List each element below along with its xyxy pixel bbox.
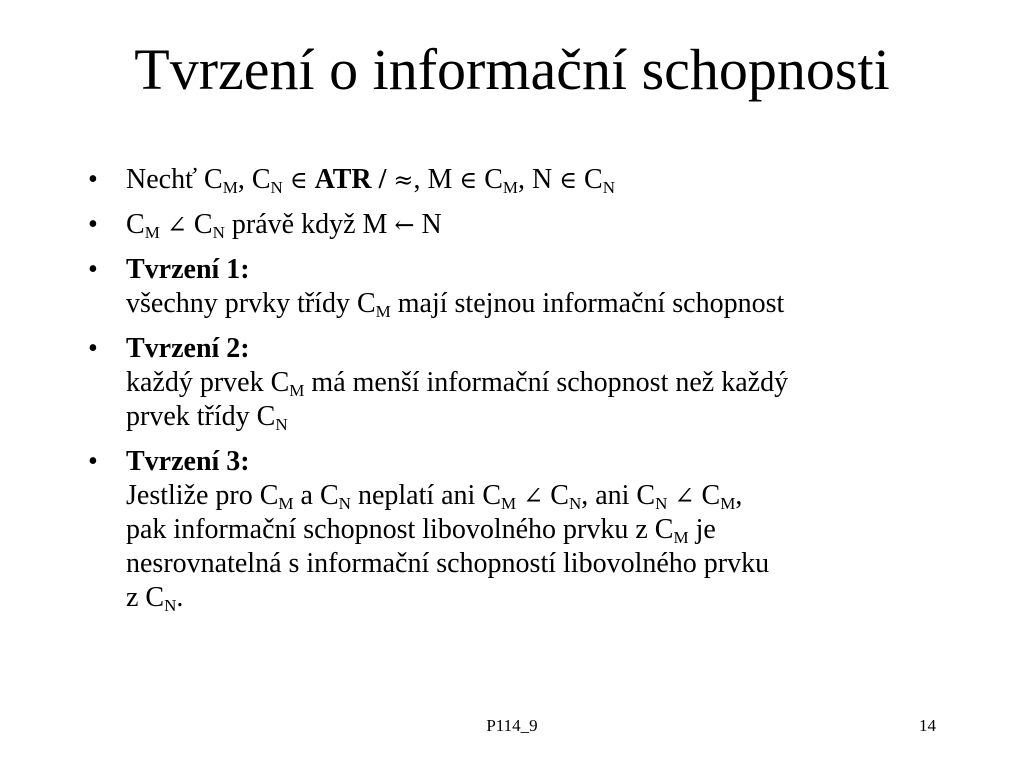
bullet-line [126,479,968,513]
bullet-line [126,366,968,400]
subscript-text: M [720,494,736,513]
bullet-marker: • [88,333,98,364]
subscript-text: N [270,178,283,197]
page-number: 14 [919,716,936,735]
bullet-text [160,209,167,240]
subscript-text: M [501,494,517,513]
bullet-text: C [477,164,503,195]
subscript-text: M [375,302,391,321]
bullet-text: Nechť C [126,164,223,195]
subscript-text: N [338,494,351,513]
math-symbol: ∈ [289,166,308,194]
bullet-marker: • [88,254,98,285]
math-symbol: ≈ [393,166,414,194]
bullet-item [88,445,968,615]
subscript-text: M [289,381,305,400]
bullet-text: . [176,582,184,613]
bullet-text: a C [293,480,339,511]
bullet-item [88,332,968,434]
bullet-text: , ani C [581,480,656,511]
bullet-text: Tvrzení 2: [126,333,250,364]
subscript-text: N [212,223,225,242]
subscript-text: N [568,494,582,513]
bullet-line [126,163,968,197]
bullet-text: prvek třídy C [126,401,276,432]
math-symbol: ∠ [523,482,544,510]
bullet-text: ATR / [314,164,394,195]
bullet-item [88,208,968,242]
subscript-text: M [502,178,518,197]
bullet-line [126,513,968,547]
bullet-item [88,163,968,197]
subscript-text: M [222,178,238,197]
bullet-line [126,547,968,581]
bullet-text: Tvrzení 3: [126,446,250,477]
bullet-text [283,164,290,195]
bullet-text: , C [237,164,271,195]
bullet-text: C [186,209,213,240]
bullet-text: , [735,480,743,511]
bullet-marker: • [88,446,98,477]
bullet-text: všechny prvky třídy C [126,288,376,319]
bullet-text: nesrovnatelná s informační schopností libovolného prvku [126,548,770,579]
bullet-line [126,253,968,287]
bullet-text: C [694,480,721,511]
bullet-text: každý prvek C [126,367,290,398]
bullet-marker: • [88,164,98,195]
subscript-text: N [275,415,288,434]
bullet-text [308,164,315,195]
bullet-line [126,400,968,434]
math-symbol: ∈ [559,166,577,194]
subscript-text: N [164,596,177,615]
bullet-line [126,581,968,615]
math-symbol: ∠ [674,482,695,510]
bullet-line [126,287,968,321]
bullet-line [126,445,968,479]
bullet-text: N [414,209,442,240]
subscript-text: M [673,528,689,547]
subscript-text: M [278,494,294,513]
bullet-line [126,332,968,366]
bullet-text: Jestliže pro C [126,480,279,511]
bullet-text: C [543,480,569,511]
bullet-text: C [126,209,145,240]
bullet-list [88,163,968,626]
bullet-text: je [688,514,716,545]
bullet-text: má menší informační schopnost než každý [304,367,789,398]
bullet-item [88,253,968,321]
math-symbol: ∈ [459,166,478,194]
bullet-text: Tvrzení 1: [126,254,250,285]
bullet-text: neplatí ani C [350,480,502,511]
bullet-text: C [577,164,603,195]
bullet-text: z C [126,582,165,613]
subscript-text: N [602,178,615,197]
subscript-text: M [144,223,160,242]
bullet-text: pak informační schopnost libovolného prvku z C [126,514,674,545]
bullet-marker: • [88,209,98,240]
math-symbol: ∠ [166,211,187,239]
bullet-text: mají stejnou informační schopnost [390,288,785,319]
bullet-text: právě když M [224,209,395,240]
math-symbol: ← [394,211,415,239]
bullet-text: , N [518,164,560,195]
footer-label: P114_9 [486,716,538,735]
bullet-line [126,208,968,242]
subscript-text: N [655,494,668,513]
slide-title: Tvrzení o informační schopnosti [134,37,890,102]
bullet-text: , M [413,164,460,195]
